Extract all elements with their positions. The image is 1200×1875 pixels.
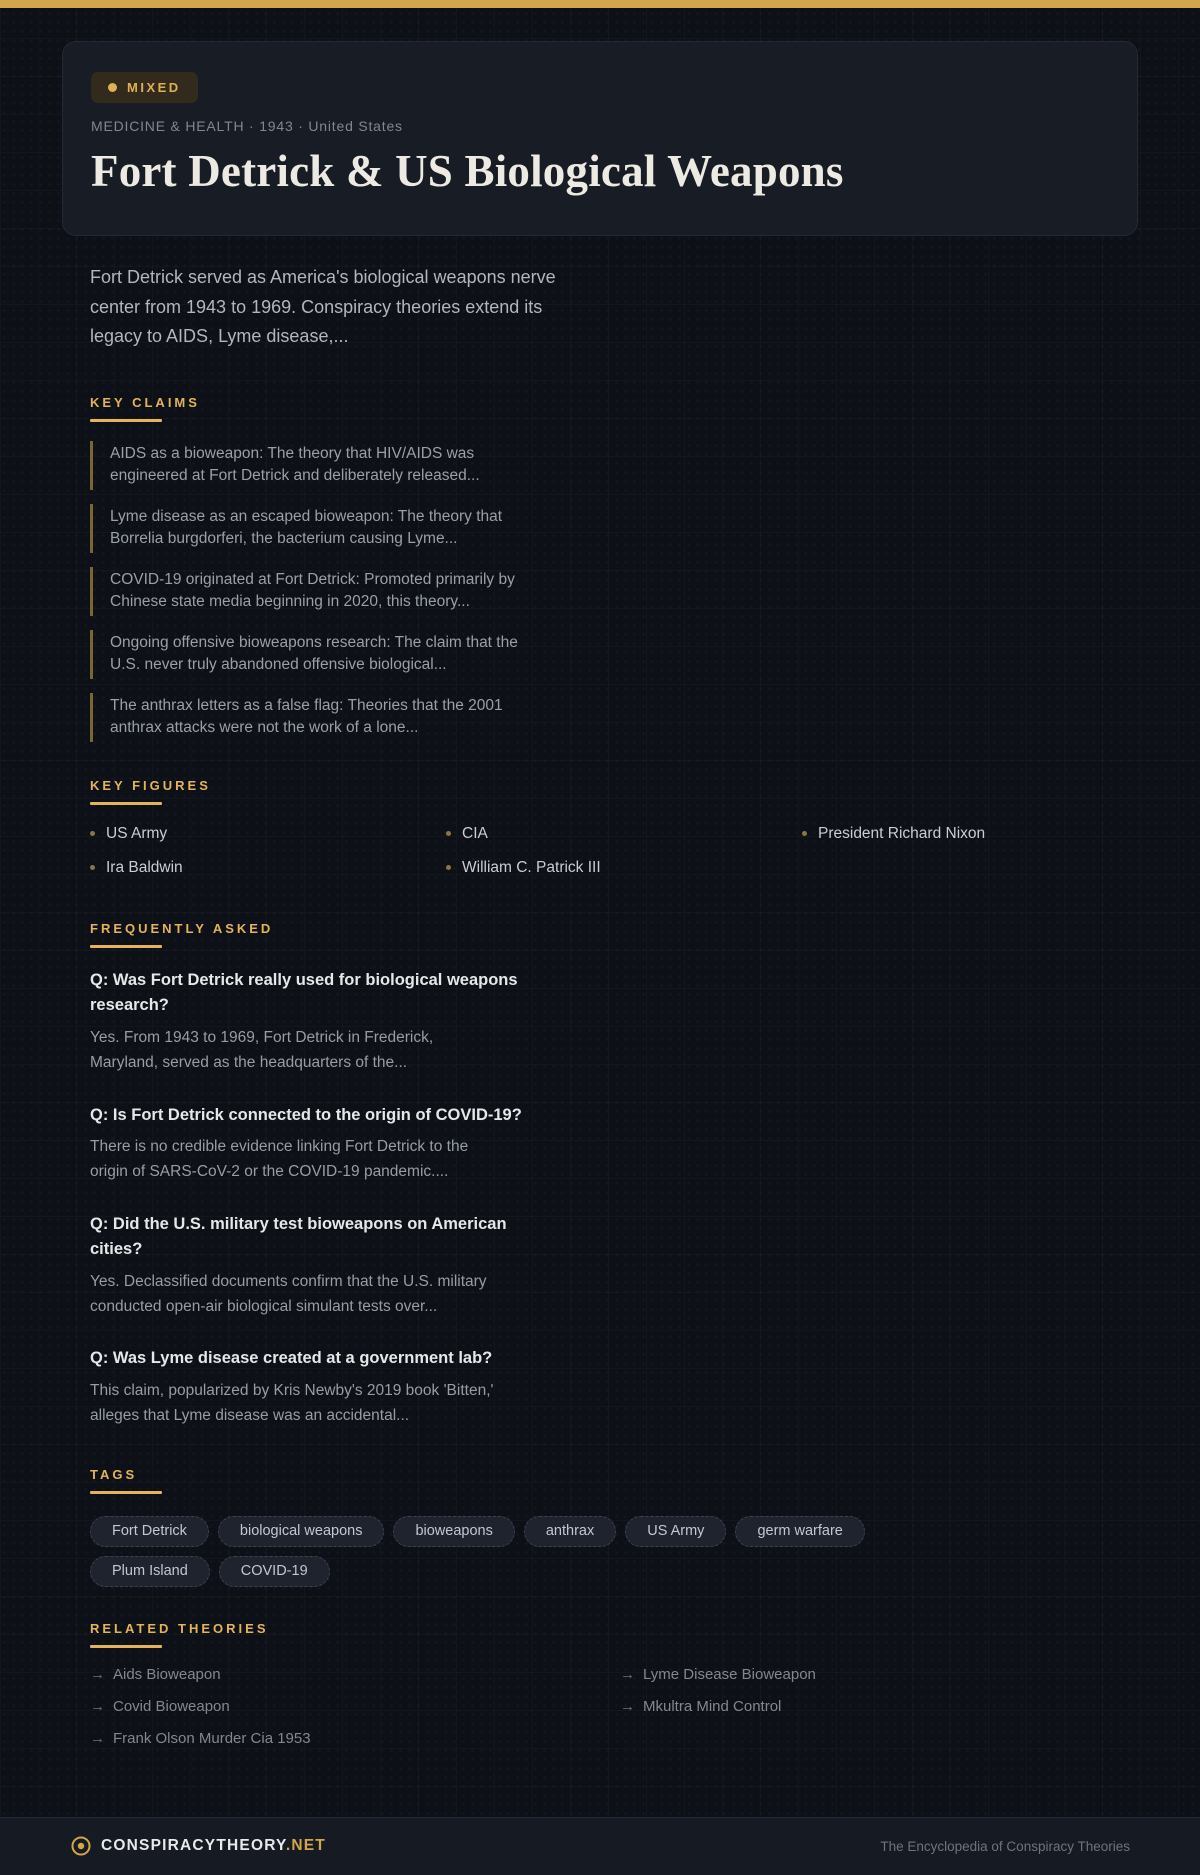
footer-inner	[70, 1835, 1130, 1857]
faq-heading: FREQUENTLY ASKED	[90, 920, 274, 936]
summary-text: Fort Detrick served as America's biological weapons nerve center from 1943 to 1969. Conspiracy theories extend its legacy to AIDS, Lyme disease,...	[90, 267, 556, 346]
claim-item: COVID-19 originated at Fort Detrick: Promoted primarily by Chinese state media beginning in 2020, this theory...	[90, 567, 520, 616]
tag-pill[interactable]: germ warfare	[735, 1516, 864, 1547]
related-theory-name: Mkultra Mind Control	[643, 1697, 782, 1715]
top-accent-bar	[0, 0, 1200, 8]
related-theory-name: Covid Bioweapon	[113, 1697, 230, 1715]
faq-answer: Yes. From 1943 to 1969, Fort Detrick in Frederick, Maryland, served as the headquarters of the...	[90, 1028, 434, 1071]
related-theory-name: Lyme Disease Bioweapon	[643, 1665, 816, 1683]
tag-pill[interactable]: COVID-19	[219, 1556, 330, 1587]
related-theory-link[interactable]	[620, 1698, 1110, 1715]
claim-item: AIDS as a bioweapon: The theory that HIV/AIDS was engineered at Fort Detrick and deliberately released...	[90, 441, 520, 490]
faq-section	[90, 921, 1110, 1429]
tags-heading: TAGS	[90, 1466, 138, 1482]
figure-item	[90, 825, 398, 843]
arrow-icon: →	[620, 1697, 635, 1715]
tag-pill[interactable]: Plum Island	[90, 1556, 210, 1587]
figure-name: US Army	[106, 824, 168, 842]
status-dot-icon	[108, 83, 117, 92]
bullet-dot-icon	[802, 831, 807, 836]
related-theories-section	[90, 1621, 1110, 1747]
figure-name: President Richard Nixon	[818, 824, 986, 842]
figure-name: William C. Patrick III	[462, 858, 601, 876]
faq-item	[90, 1346, 1110, 1428]
related-theory-name: Frank Olson Murder Cia 1953	[113, 1729, 311, 1747]
tags-list	[90, 1516, 950, 1587]
arrow-icon: →	[620, 1665, 635, 1683]
related-theory-link[interactable]	[90, 1666, 580, 1683]
figure-item	[446, 859, 754, 877]
claim-item: Ongoing offensive bioweapons research: The claim that the U.S. never truly abandoned offensive biological...	[90, 630, 520, 679]
bullet-dot-icon	[90, 865, 95, 870]
key-claims-heading: KEY CLAIMS	[90, 394, 200, 410]
claim-item: Lyme disease as an escaped bioweapon: The theory that Borrelia burgdorferi, the bacterium causing Lyme...	[90, 504, 520, 553]
figure-item	[802, 825, 1110, 843]
faq-answer: This claim, popularized by Kris Newby's 2019 book 'Bitten,' alleges that Lyme disease was an accidental...	[90, 1382, 494, 1424]
related-theory-link[interactable]	[90, 1730, 580, 1747]
main-content	[90, 8, 1110, 1747]
tag-pill[interactable]: bioweapons	[393, 1516, 514, 1547]
bullet-dot-icon	[446, 831, 451, 836]
heading-underline	[90, 419, 162, 422]
faq-question: Q: Is Fort Detrick connected to the origin of COVID-19?	[90, 1105, 522, 1124]
bullet-dot-icon	[90, 831, 95, 836]
faq-question: Q: Was Lyme disease created at a government lab?	[90, 1349, 493, 1368]
faq-answer: There is no credible evidence linking Fort Detrick to the origin of SARS-CoV-2 or the COVID-19 pandemic....	[90, 1138, 469, 1180]
faq-answer: Yes. Declassified documents confirm that the U.S. military conducted open-air biological simulant tests over...	[90, 1272, 487, 1315]
heading-underline	[90, 1491, 162, 1494]
page-title: Fort Detrick & US Biological Weapons	[91, 146, 844, 196]
heading-underline	[90, 945, 162, 948]
meta-line: MEDICINE & HEALTH · 1943 · United States	[91, 118, 403, 134]
arrow-icon: →	[90, 1697, 105, 1715]
tag-pill[interactable]: anthrax	[524, 1516, 616, 1547]
faq-question: Q: Was Fort Detrick really used for biological weapons research?	[90, 970, 518, 1015]
figures-list	[90, 825, 1110, 877]
bullet-dot-icon	[446, 865, 451, 870]
key-figures-heading: KEY FIGURES	[90, 777, 211, 793]
claims-list	[90, 441, 1110, 742]
related-theory-link[interactable]	[90, 1698, 580, 1715]
status-label: MIXED	[127, 80, 181, 95]
hero-card	[62, 41, 1138, 236]
tags-section	[90, 1467, 1110, 1587]
eye-logo-icon	[70, 1835, 92, 1857]
figure-item	[90, 859, 398, 877]
related-theory-link[interactable]	[620, 1666, 1110, 1683]
arrow-icon: →	[90, 1665, 105, 1683]
faq-item	[90, 1212, 1110, 1320]
related-list	[90, 1666, 1110, 1747]
claim-item: The anthrax letters as a false flag: Theories that the 2001 anthrax attacks were not the work of a lone...	[90, 693, 520, 742]
heading-underline	[90, 1645, 162, 1648]
related-theory-name: Aids Bioweapon	[113, 1665, 221, 1683]
arrow-icon: →	[90, 1729, 105, 1747]
figure-name: CIA	[462, 824, 488, 842]
key-claims-section	[90, 395, 1110, 742]
faq-list	[90, 968, 1110, 1429]
brand-name: CONSPIRACYTHEORY	[101, 1837, 286, 1855]
faq-question: Q: Did the U.S. military test bioweapons on American cities?	[90, 1214, 507, 1259]
figure-item	[446, 825, 754, 843]
faq-item	[90, 968, 1110, 1076]
faq-item	[90, 1103, 1110, 1185]
figure-name: Ira Baldwin	[106, 858, 183, 876]
footer	[0, 1817, 1200, 1875]
tag-pill[interactable]: US Army	[625, 1516, 726, 1547]
related-theories-heading: RELATED THEORIES	[90, 1620, 269, 1636]
heading-underline	[90, 802, 162, 805]
tag-pill[interactable]: biological weapons	[218, 1516, 385, 1547]
tag-pill[interactable]: Fort Detrick	[90, 1516, 209, 1547]
brand-tld: .NET	[285, 1837, 326, 1855]
brand-logo[interactable]	[70, 1835, 326, 1857]
footer-tagline: The Encyclopedia of Conspiracy Theories	[880, 1838, 1130, 1854]
key-figures-section	[90, 778, 1110, 877]
status-badge	[91, 72, 198, 103]
